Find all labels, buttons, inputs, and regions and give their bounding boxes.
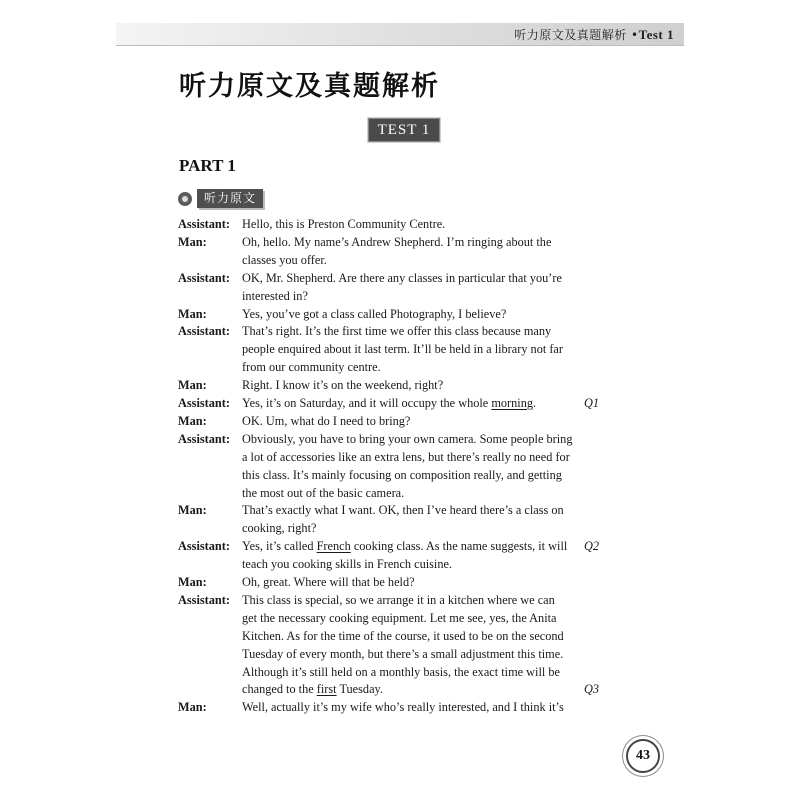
- transcript-line: [178, 394, 618, 412]
- transcript-text: people enquired about it last term. It’ll be held in a library not far: [242, 342, 563, 357]
- transcript-text: the most out of the basic camera.: [242, 485, 405, 500]
- transcript-line: [178, 358, 618, 376]
- transcript-line: [178, 501, 618, 519]
- answer-word: morning: [491, 396, 534, 410]
- running-header-text: [514, 26, 674, 43]
- transcript-line: [178, 322, 618, 340]
- speaker-label: Man:: [178, 700, 207, 715]
- transcript-text: get the necessary cooking equipment. Let me see, yes, the Anita: [242, 610, 557, 625]
- running-header: [116, 23, 684, 46]
- speaker-label: Assistant:: [178, 324, 230, 339]
- section-label: 听力原文: [197, 189, 263, 208]
- transcript-line: [178, 430, 618, 448]
- transcript-text: from our community centre.: [242, 360, 381, 375]
- running-header-chinese: 听力原文及真题解析: [514, 28, 627, 42]
- speaker-label: Man:: [178, 306, 207, 321]
- transcript-text: classes you offer.: [242, 252, 327, 267]
- speaker-label: Man:: [178, 413, 207, 428]
- speaker-label: Assistant:: [178, 217, 230, 231]
- transcript-text: this class. It’s mainly focusing on composition really, and getting: [242, 467, 562, 482]
- page-number: 43: [626, 739, 660, 773]
- transcript-line: [178, 466, 618, 484]
- question-marker: Q3: [584, 682, 600, 697]
- transcript-line: [178, 287, 618, 305]
- transcript-line: [178, 645, 618, 663]
- answer-word: French: [316, 539, 351, 554]
- transcript-text: Oh, great. Where will that be held?: [242, 575, 415, 589]
- speaker-label: Assistant:: [178, 431, 230, 446]
- transcript-text: [242, 394, 536, 412]
- transcript-text: Yes, you’ve got a class called Photography, I believe?: [242, 306, 507, 321]
- speaker-label: Assistant:: [178, 539, 230, 554]
- transcript-line: [178, 663, 618, 681]
- transcript-line: [178, 573, 618, 591]
- question-marker: Q1: [584, 396, 600, 410]
- transcript-text: Tuesday of every month, but there’s a small adjustment this time.: [242, 646, 564, 661]
- speaker-label: Man:: [178, 503, 207, 518]
- transcript-line: [178, 233, 618, 251]
- transcript-text: cooking, right?: [242, 521, 317, 536]
- transcript-text-post: .: [533, 396, 537, 410]
- transcript-text: teach you cooking skills in French cuisine.: [242, 557, 453, 572]
- question-marker: Q2: [584, 539, 600, 554]
- transcript-text: This class is special, so we arrange it in a kitchen where we can: [242, 592, 555, 607]
- transcript-text: a lot of accessories like an extra lens, but there’s really no need for: [242, 449, 570, 464]
- transcript-text: [242, 537, 567, 555]
- transcript-text: Kitchen. As for the time of the course, it used to be on the second: [242, 628, 564, 643]
- transcript-line: [178, 269, 618, 287]
- speaker-label: Man:: [178, 378, 207, 393]
- transcript-text: Well, actually it’s my wife who’s really interested, and I think it’s: [242, 700, 564, 715]
- transcript-text: That’s exactly what I want. OK, then I’ve heard there’s a class on: [242, 503, 564, 518]
- transcript-text: OK, Mr. Shepherd. Are there any classes in particular that you’re: [242, 270, 562, 285]
- transcript-text: Although it’s still held on a monthly basis, the exact time will be: [242, 664, 560, 679]
- transcript-text: [242, 680, 383, 698]
- transcript-text: Oh, hello. My name’s Andrew Shepherd. I’m ringing about the: [242, 234, 552, 249]
- transcript-line: [178, 537, 618, 555]
- section-label-wrap: [178, 189, 263, 208]
- transcript-text: OK. Um, what do I need to bring?: [242, 413, 411, 428]
- transcript-text: That’s right. It’s the first time we offer this class because many: [242, 324, 552, 339]
- transcript-line: [178, 448, 618, 466]
- transcript-line: [178, 555, 618, 573]
- test-badge: TEST 1: [368, 118, 440, 142]
- disc-icon: [178, 192, 192, 206]
- transcript-line: [178, 519, 618, 537]
- transcript-text-pre: Yes, it’s on Saturday, and it will occupy the whole: [242, 396, 492, 410]
- transcript-line: [178, 215, 618, 233]
- transcript-line: [178, 698, 618, 716]
- transcript-line: [178, 627, 618, 645]
- running-header-test: Test 1: [638, 27, 674, 42]
- transcript-line: [178, 680, 618, 698]
- transcript-line: [178, 305, 618, 323]
- transcript-text: Right. I know it’s on the weekend, right?: [242, 378, 444, 393]
- transcript-text: Obviously, you have to bring your own camera. Some people bring: [242, 431, 573, 446]
- transcript-line: [178, 412, 618, 430]
- speaker-label: Man:: [178, 234, 207, 249]
- transcript-line: [178, 484, 618, 502]
- transcript-text: Hello, this is Preston Community Centre.: [242, 217, 446, 231]
- speaker-label: Assistant:: [178, 270, 230, 285]
- speaker-label: Man:: [178, 575, 207, 589]
- answer-word: first: [316, 682, 337, 697]
- part-heading: PART 1: [179, 156, 236, 175]
- transcript-line: [178, 591, 618, 609]
- transcript-text: interested in?: [242, 288, 308, 303]
- transcript-line: [178, 376, 618, 394]
- speaker-label: Assistant:: [178, 396, 230, 410]
- transcript-text-post: cooking class. As the name suggests, it will: [350, 539, 568, 554]
- transcript-text-post: Tuesday.: [336, 682, 383, 697]
- transcript-line: [178, 251, 618, 269]
- transcript-line: [178, 340, 618, 358]
- speaker-label: Assistant:: [178, 592, 230, 607]
- transcript-text-pre: changed to the: [242, 682, 317, 697]
- transcript-text-pre: Yes, it’s called: [242, 539, 317, 554]
- transcript-line: [178, 609, 618, 627]
- page-title: 听力原文及真题解析: [179, 71, 440, 102]
- running-header-bullet: •: [631, 28, 639, 42]
